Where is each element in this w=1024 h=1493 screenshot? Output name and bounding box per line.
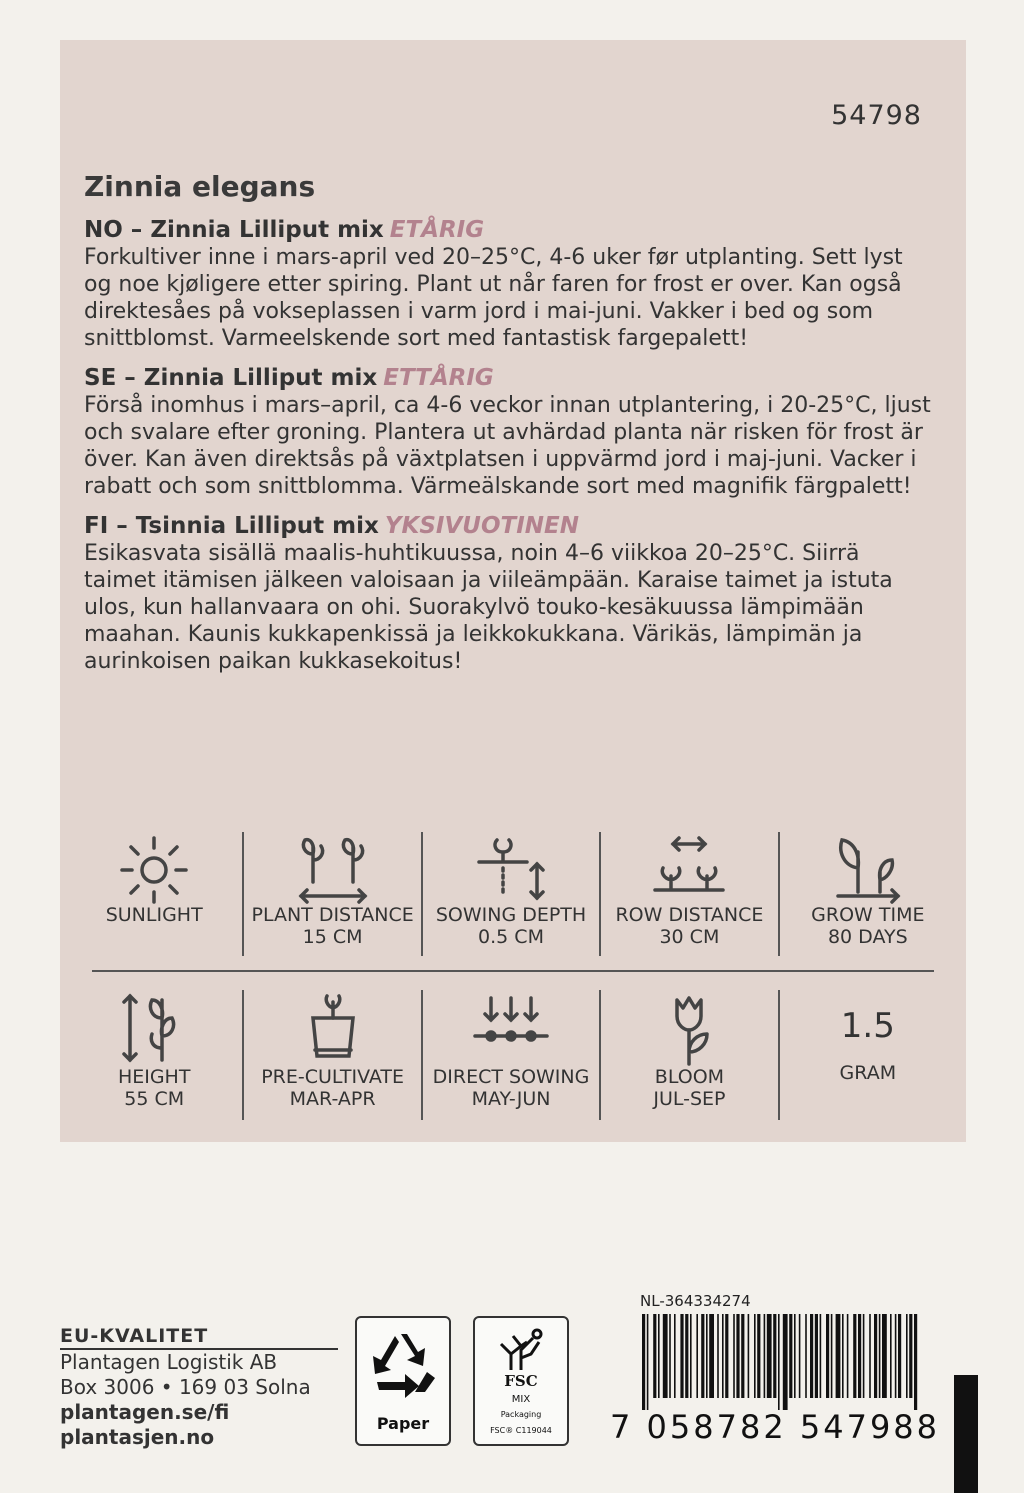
company-address: Box 3006 • 169 03 Solna — [60, 1375, 311, 1399]
info-cell-plant-distance — [242, 832, 420, 956]
barcode-bar — [690, 1314, 692, 1398]
barcode-bar — [842, 1314, 844, 1398]
barcode-bar — [663, 1314, 668, 1398]
barcode-bar — [789, 1314, 792, 1398]
barcode-bar — [696, 1314, 698, 1398]
lang-title: SE – Zinnia Lilliput mix — [84, 365, 378, 391]
lang-type: ETÅRIG — [389, 217, 485, 243]
cell-label: SUNLIGHT — [105, 904, 203, 926]
barcode-bar — [709, 1314, 714, 1398]
barcode-bar — [914, 1314, 917, 1410]
info-cell-pre-cultivate — [242, 990, 420, 1120]
barcode-bar — [799, 1314, 801, 1398]
lang-section-no — [84, 216, 934, 352]
registration-mark — [954, 1375, 978, 1493]
info-cell-bloom — [599, 990, 777, 1120]
barcode-bar — [794, 1314, 796, 1398]
barcode-bar — [653, 1314, 656, 1398]
barcode-bar — [874, 1314, 877, 1398]
fsc-tree-icon — [491, 1324, 551, 1378]
zigzag-edge — [60, 1120, 966, 1144]
barcode-bar — [741, 1314, 744, 1398]
company-name: Plantagen Logistik AB — [60, 1350, 278, 1374]
recycle-label: Paper — [376, 1414, 430, 1433]
icon-row-2 — [66, 990, 956, 1120]
cell-label: BLOOM — [654, 1066, 725, 1088]
info-cell-grow-time — [778, 832, 956, 956]
barcode-bar — [736, 1314, 739, 1398]
fsc-badge — [473, 1316, 569, 1446]
species-name: Zinnia elegans — [84, 170, 316, 203]
fsc-packaging: Packaging — [500, 1410, 542, 1419]
barcode-bar — [764, 1314, 766, 1398]
cell-value: 30 CM — [659, 926, 720, 948]
barcode-number: 7 058782 547988 — [610, 1408, 941, 1446]
recycle-badge — [355, 1316, 451, 1446]
cell-value: MAY-JUN — [471, 1088, 551, 1110]
cell-value: MAR-APR — [289, 1088, 376, 1110]
cell-value: 0.5 CM — [478, 926, 544, 948]
sowing-depth-icon — [471, 832, 551, 904]
barcode-bar — [898, 1314, 901, 1398]
cell-value: 15 CM — [302, 926, 363, 948]
barcode-bar — [836, 1314, 841, 1398]
cell-label: ROW DISTANCE — [615, 904, 764, 926]
cell-label: GROW TIME — [811, 904, 925, 926]
barcode-bar — [890, 1314, 892, 1398]
lang-text: Förså inomhus i mars–april, ca 4-6 veckor innan utplantering, i 20-25°C, ljust och svalare efter groning. Plantera ut avhärdad planta när risken för frost är över. Kan även direktsås på växtplatsen i uppvärmd jord i maj-juni. Vacker i rabatt och som snittblomma. Värmeälskande sort med magnifik färgpalett! — [84, 393, 931, 499]
barcode-bar — [810, 1314, 813, 1398]
lang-text: Esikasvata sisällä maalis-huhtikuussa, noin 4–6 viikkoa 20–25°C. Siirrä taimet itämisen jälkeen valoisaan ja viileämpään. Karaise taimet ja istuta ulos, kun hallanvaara on ohi. Suorakylvö touko-kesäkuussa lämpimään maahan. Kaunis kukkapenkissä ja leikkokukkana. Värikäs, lämpimän ja aurinkoisen paikan kukkasekoitus! — [84, 541, 893, 674]
barcode-bar — [725, 1314, 728, 1398]
lang-section-fi — [84, 512, 934, 675]
info-cell-sunlight — [66, 832, 242, 956]
nl-code: NL-364334274 — [640, 1292, 751, 1310]
barcode-bar — [674, 1314, 676, 1398]
barcode-bar — [701, 1314, 704, 1398]
lang-type: ETTÅRIG — [383, 365, 494, 391]
barcode-bar — [909, 1314, 912, 1398]
barcode-bar — [669, 1314, 671, 1398]
barcode-bar — [805, 1314, 807, 1398]
barcode-bar — [831, 1314, 833, 1398]
barcode-bar — [783, 1314, 788, 1410]
barcode-bar — [733, 1314, 735, 1398]
barcode-bar — [826, 1314, 829, 1398]
cell-value: 80 DAYS — [827, 926, 908, 948]
height-icon — [114, 990, 194, 1066]
barcode-bar — [658, 1314, 660, 1398]
lang-section-se — [84, 364, 934, 500]
barcode-bar — [773, 1314, 776, 1398]
pot-icon — [293, 990, 373, 1066]
barcode-bar — [820, 1314, 822, 1398]
barcode-bar — [642, 1314, 645, 1410]
fsc-mix: MIX — [511, 1394, 531, 1405]
direct-sowing-icon — [471, 990, 551, 1066]
company-info — [60, 1325, 338, 1450]
grow-time-icon — [828, 832, 908, 904]
company-url-se: plantagen.se/fi — [60, 1400, 230, 1424]
cell-label: PLANT DISTANCE — [251, 904, 414, 926]
icon-divider — [92, 970, 934, 972]
fsc-logo-text: FSC — [504, 1372, 538, 1390]
info-cell-row-distance — [599, 832, 777, 956]
cell-label: HEIGHT — [117, 1066, 191, 1088]
barcode-bar — [748, 1314, 750, 1398]
barcode-bar — [879, 1314, 881, 1398]
barcode-bar — [906, 1314, 908, 1398]
plant-distance-icon — [293, 832, 373, 904]
lang-title: NO – Zinnia Lilliput mix — [84, 217, 384, 243]
barcode-bar — [757, 1314, 760, 1398]
barcode-bar — [706, 1314, 708, 1398]
cell-label: PRE-CULTIVATE — [261, 1066, 404, 1088]
cell-value: JUL-SEP — [653, 1088, 726, 1110]
barcode-bar — [685, 1314, 688, 1398]
fsc-code: FSC® C119044 — [490, 1426, 552, 1435]
barcode-bar — [680, 1314, 683, 1398]
company-url-no: plantasjen.no — [60, 1425, 215, 1449]
lang-type: YKSIVUOTINEN — [384, 513, 579, 539]
info-cell-weight — [778, 990, 956, 1120]
barcode-bar — [717, 1314, 719, 1398]
info-cell-sowing-depth — [421, 832, 599, 956]
language-sections — [84, 216, 934, 687]
cell-label: GRAM — [839, 1062, 897, 1084]
lang-text: Forkultiver inne i mars-april ved 20–25°C, 4-6 uker før utplanting. Sett lyst og noe kjøligere etter spiring. Plant ut når faren for frost er over. Kan også direktesåes på vokseplassen i varm jord i mai-juni. Vakker i bed og som snittblomst. Varmeelskende sort med fantastisk fargepalett! — [84, 245, 903, 351]
barcode-bar — [815, 1314, 818, 1398]
lang-title: FI – Tsinnia Lilliput mix — [84, 513, 379, 539]
row-distance-icon — [649, 832, 729, 904]
barcode — [640, 1314, 920, 1410]
tulip-icon — [649, 990, 729, 1066]
sun-icon — [114, 832, 194, 904]
barcode-bar — [778, 1314, 780, 1410]
barcode-bar — [882, 1314, 887, 1398]
info-cell-direct-sowing — [421, 990, 599, 1120]
cell-label: DIRECT SOWING — [432, 1066, 590, 1088]
barcode-bar — [647, 1314, 649, 1410]
cell-label: SOWING DEPTH — [435, 904, 587, 926]
cell-value: 55 CM — [124, 1088, 185, 1110]
article-number: 54798 — [831, 100, 922, 131]
recycle-icon — [355, 1322, 447, 1412]
barcode-bar — [863, 1314, 865, 1398]
barcode-bar — [858, 1314, 861, 1398]
barcode-bar — [869, 1314, 871, 1398]
info-cell-height — [66, 990, 242, 1120]
barcode-bar — [847, 1314, 849, 1398]
barcode-bar — [895, 1314, 897, 1398]
weight-value: 1.5 — [840, 1006, 895, 1046]
barcode-bar — [722, 1314, 724, 1398]
barcode-bar — [754, 1314, 756, 1398]
icon-row-1 — [66, 832, 956, 956]
barcode-bar — [853, 1314, 856, 1398]
eu-quality: EU-KVALITET — [60, 1325, 338, 1350]
barcode-bar — [767, 1314, 772, 1398]
